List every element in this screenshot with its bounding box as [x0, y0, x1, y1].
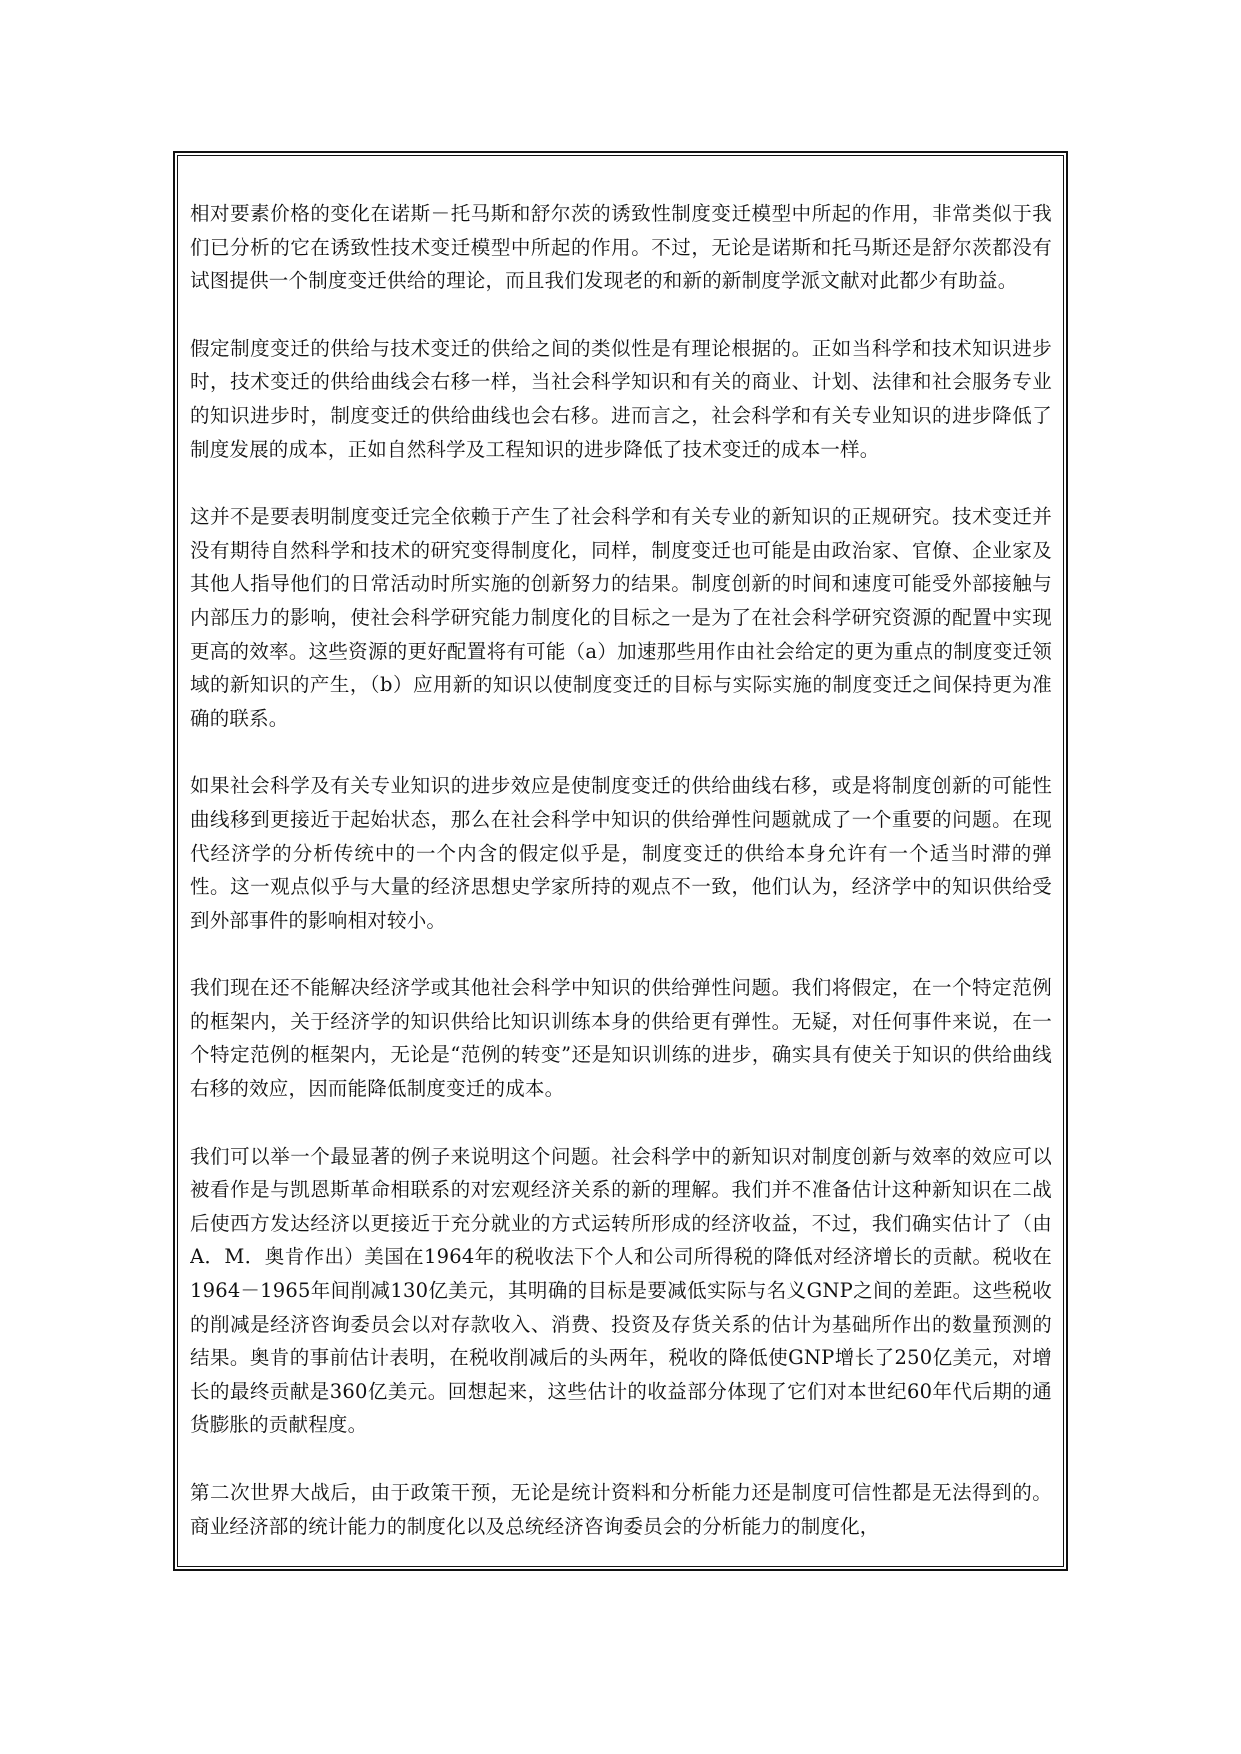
paragraph-6: 我们可以举一个最显著的例子来说明这个问题。社会科学中的新知识对制度创新与效率的效应可以被看作是与凯恩斯革命相联系的对宏观经济关系的新的理解。我们并不准备估计这种新知识在二战后使西方发达经济以更接近于充分就业的方式运转所形成的经济收益，不过，我们确实估计了（由A．M．奥肯作出）美国在1964年的税收法下个人和公司所得税的降低对经济增长的贡献。税收在1964－1965年间削减130亿美元，其明确的目标是要减低实际与名义GNP之间的差距。这些税收的削减是经济咨询委员会以对存款收入、消费、投资及存货关系的估计为基础所作出的数量预测的结果。奥肯的事前估计表明，在税收削减后的头两年，税收的降低使GNP增长了250亿美元，对增长的最终贡献是360亿美元。回想起来，这些估计的收益部分体现了它们对本世纪60年代后期的通货膨胀的贡献程度。	[190, 1144, 1052, 1437]
paragraph-2: 假定制度变迁的供给与技术变迁的供给之间的类似性是有理论根据的。正如当科学和技术知识进步时，技术变迁的供给曲线会右移一样，当社会科学知识和有关的商业、计划、法律和社会服务专业的知识进步时，制度变迁的供给曲线也会右移。进而言之，社会科学和有关专业知识的进步降低了制度发展的成本，正如自然科学及工程知识的进步降低了技术变迁的成本一样。	[190, 336, 1052, 461]
paragraph-3: 这并不是要表明制度变迁完全依赖于产生了社会科学和有关专业的新知识的正规研究。技术变迁并没有期待自然科学和技术的研究变得制度化，同样，制度变迁也可能是由政治家、官僚、企业家及其他人指导他们的日常活动时所实施的创新努力的结果。制度创新的时间和速度可能受外部接触与内部压力的影响，使社会科学研究能力制度化的目标之一是为了在社会科学研究资源的配置中实现更高的效率。这些资源的更好配置将有可能（a）加速那些用作由社会给定的更为重点的制度变迁领域的新知识的产生，（b）应用新的知识以使制度变迁的目标与实际实施的制度变迁之间保持更为准确的联系。	[190, 505, 1052, 730]
paragraph-1: 相对要素价格的变化在诺斯－托马斯和舒尔茨的诱致性制度变迁模型中所起的作用，非常类似于我们已分析的它在诱致性技术变迁模型中所起的作用。不过，无论是诺斯和托马斯还是舒尔茨都没有试图提供一个制度变迁供给的理论，而且我们发现老的和新的新制度学派文献对此都少有助益。	[190, 202, 1052, 293]
paragraph-5: 我们现在还不能解决经济学或其他社会科学中知识的供给弹性问题。我们将假定，在一个特定范例的框架内，关于经济学的知识供给比知识训练本身的供给更有弹性。无疑，对任何事件来说，在一个特定范例的框架内，无论是“范例的转变”还是知识训练的进步，确实具有使关于知识的供给曲线右移的效应，因而能降低制度变迁的成本。	[190, 976, 1052, 1101]
paragraph-4: 如果社会科学及有关专业知识的进步效应是使制度变迁的供给曲线右移，或是将制度创新的可能性曲线移到更接近于起始状态，那么在社会科学中知识的供给弹性问题就成了一个重要的问题。在现代经济学的分析传统中的一个内含的假定似乎是，制度变迁的供给本身允许有一个适当时滞的弹性。这一观点似乎与大量的经济思想史学家所持的观点不一致，他们认为，经济学中的知识供给受到外部事件的影响相对较小。	[190, 774, 1052, 932]
document-body	[190, 197, 1052, 1557]
paragraph-7: 第二次世界大战后，由于政策干预，无论是统计资料和分析能力还是制度可信性都是无法得到的。商业经济部的统计能力的制度化以及总统经济咨询委员会的分析能力的制度化，	[190, 1481, 1052, 1538]
